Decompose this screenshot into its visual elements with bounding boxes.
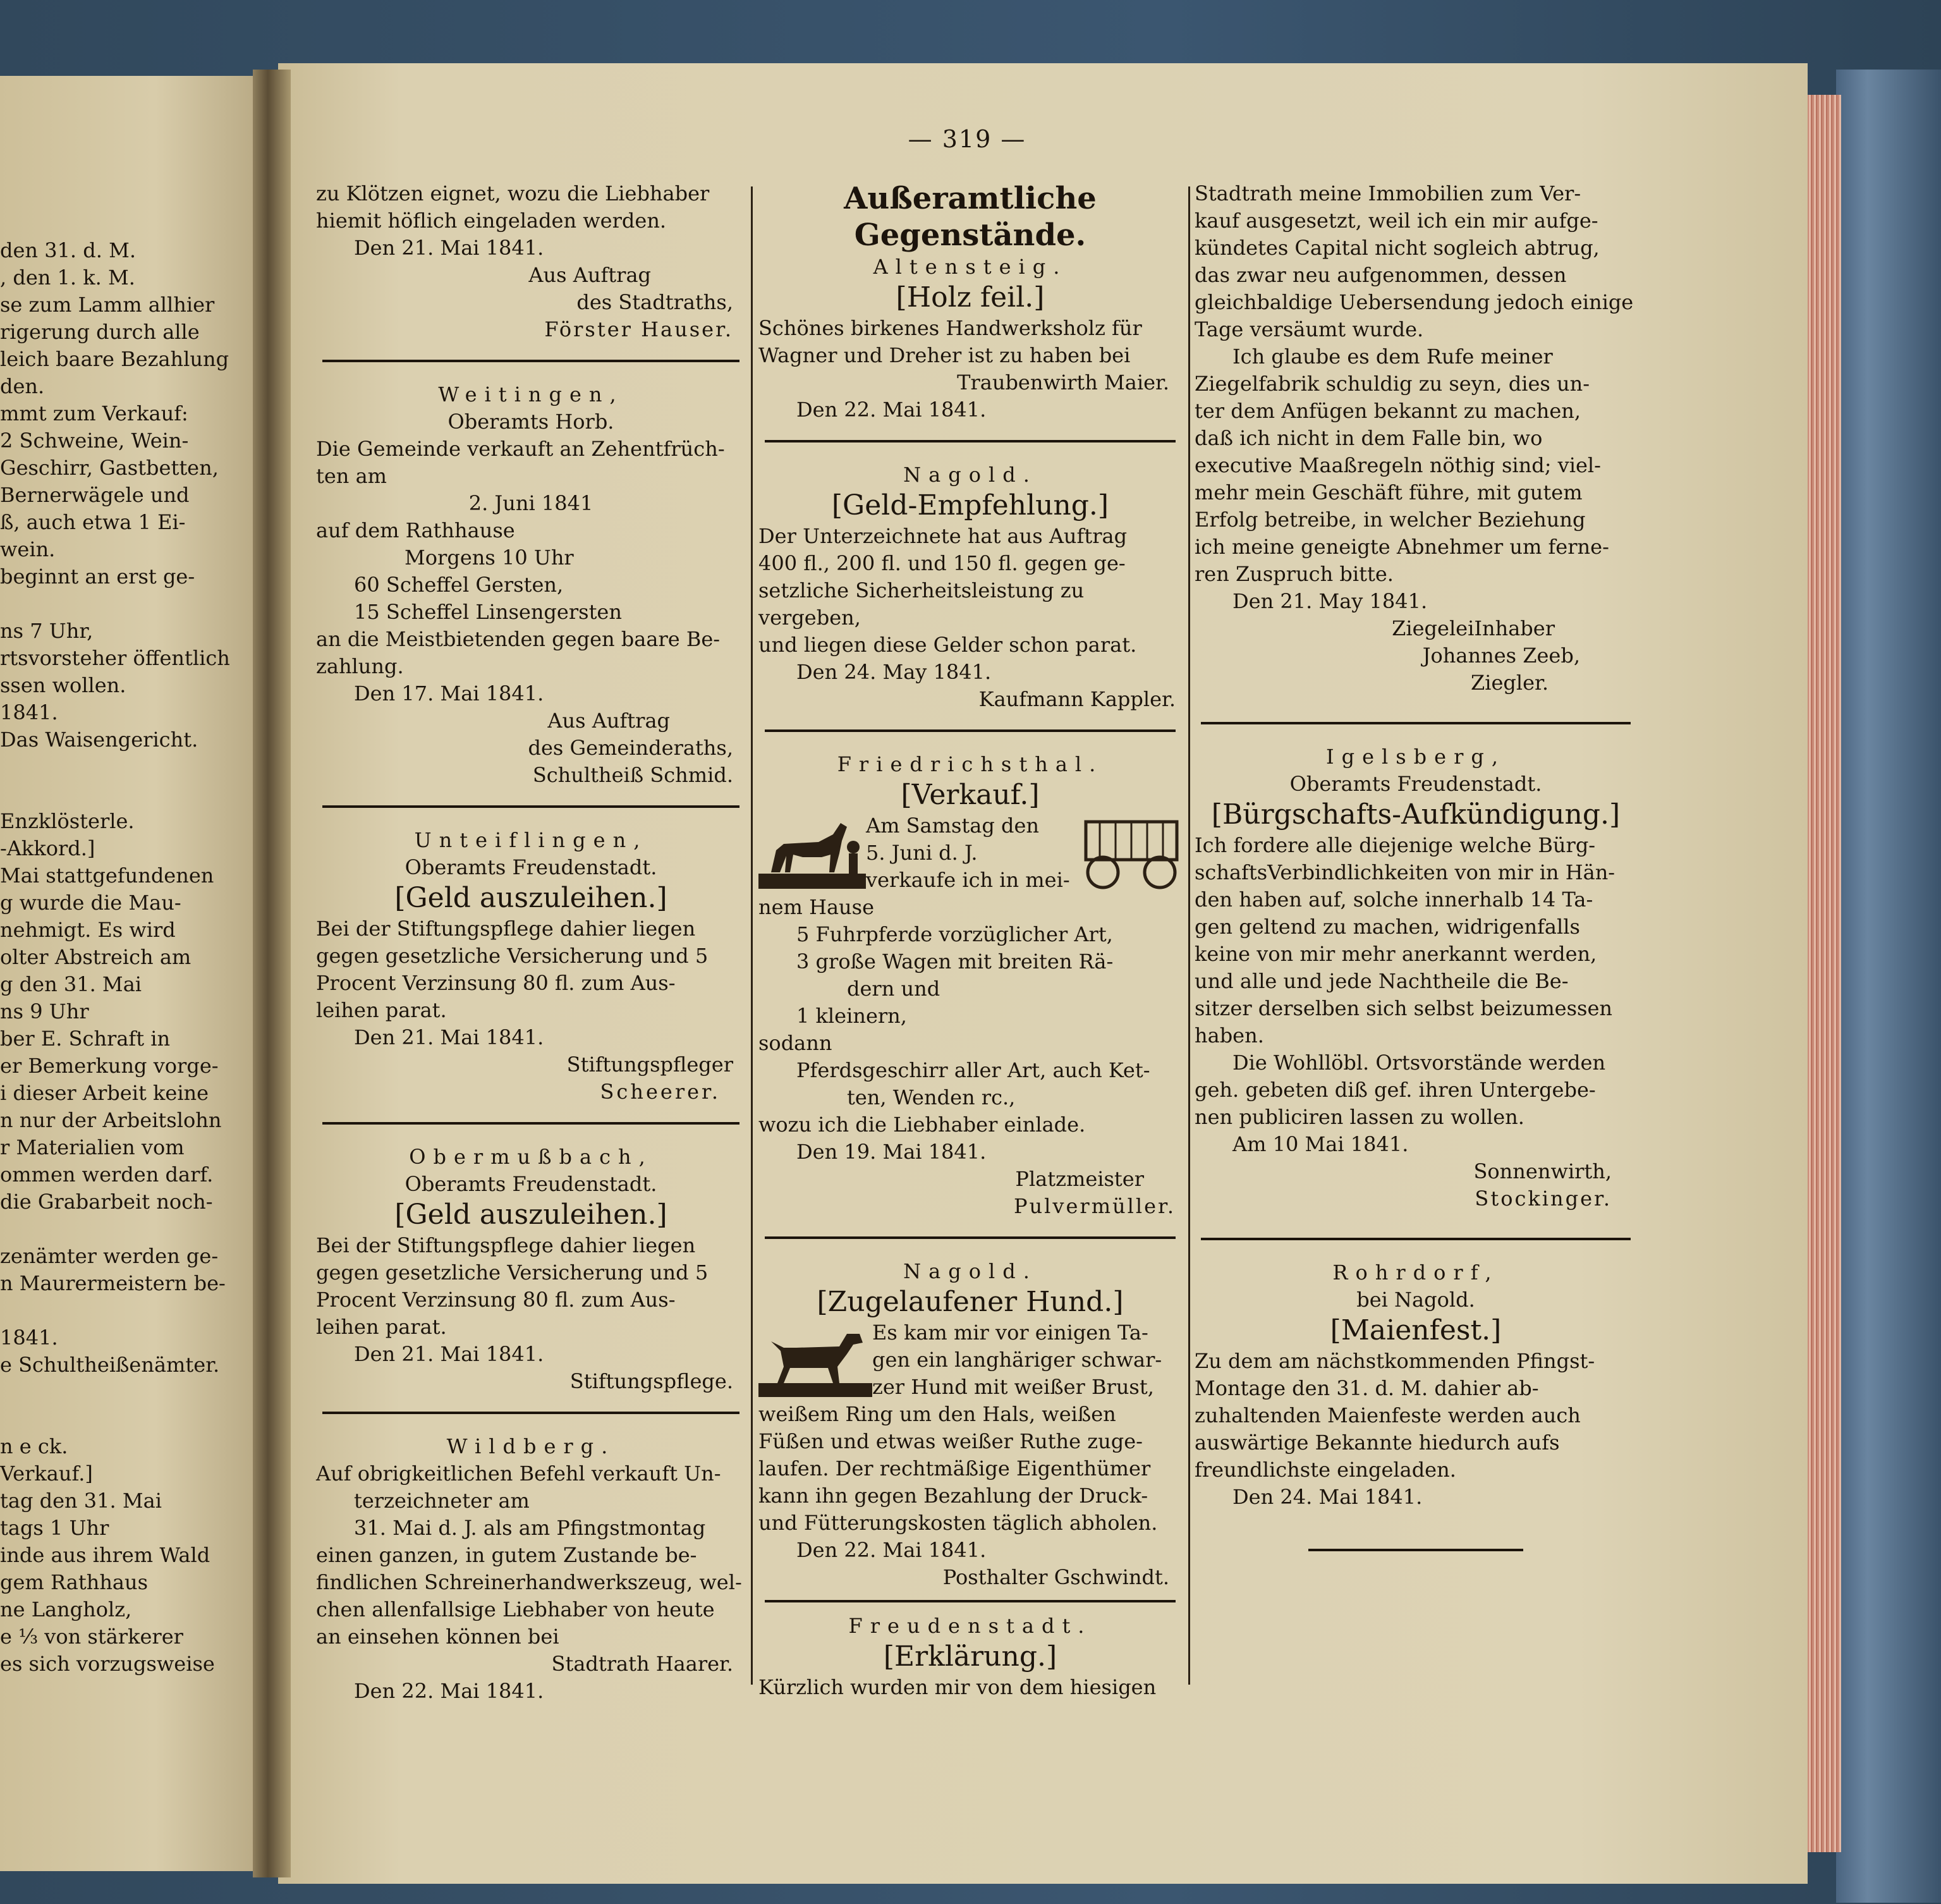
column-rule <box>1188 186 1190 1685</box>
district-name: bei Nagold. <box>1356 1288 1475 1312</box>
text-line: wozu ich die Liebhaber einlade. <box>758 1113 1086 1137</box>
left-page-line: 2 Schweine, Wein- <box>0 429 189 453</box>
text-line: 15 Scheffel Linsengersten <box>354 600 622 624</box>
text-line: 5 Fuhrpferde vorzüglicher Art, <box>796 922 1113 946</box>
left-page <box>0 76 259 1871</box>
left-page-line: ssen wollen. <box>0 673 126 697</box>
text-line: an die Meistbietenden gegen baare Be- <box>316 627 721 651</box>
date-line: Am 10 Mai 1841. <box>1232 1132 1409 1156</box>
left-page-line: Verkauf.] <box>0 1462 93 1486</box>
text-line: Bei der Stiftungspflege dahier liegen <box>316 917 696 941</box>
text-line: gegen gesetzliche Versicherung und 5 <box>316 1260 709 1285</box>
text-line: kann ihn gegen Bezahlung der Druck- <box>758 1484 1148 1508</box>
section-rule <box>1201 1238 1631 1240</box>
text-line: leihen parat. <box>316 998 447 1022</box>
left-page-line: r Materialien vom <box>0 1135 185 1159</box>
left-page-line: gem Rathhaus <box>0 1570 149 1594</box>
place-name: Nagold. <box>903 1259 1037 1283</box>
text-line: Die Wohllöbl. Ortsvorstände werden <box>1232 1051 1606 1075</box>
column-rule <box>751 186 753 1685</box>
left-page-line: zenämter werden ge- <box>0 1244 219 1268</box>
section-rule <box>765 1600 1176 1602</box>
text-line: leihen parat. <box>316 1315 447 1339</box>
page-number: — 319 — <box>908 125 1026 153</box>
date-line: Den 21. Mai 1841. <box>354 1025 544 1049</box>
section-rule <box>322 1412 739 1414</box>
signature: Kaufmann Kappler. <box>978 687 1176 711</box>
text-line: Montage den 31. d. M. dahier ab- <box>1195 1376 1539 1400</box>
text-line: kauf ausgesetzt, weil ich ein mir aufge- <box>1195 209 1598 233</box>
text-line: auf dem Rathhause <box>316 518 515 542</box>
ad-title: [Erklärung.] <box>883 1640 1057 1673</box>
left-page-line <box>0 1216 240 1243</box>
text-line: mehr mein Geschäft führe, mit gutem <box>1195 480 1583 504</box>
section-rule <box>322 1122 739 1125</box>
left-page-line: Bernerwägele und <box>0 483 190 507</box>
section-rule <box>1201 722 1631 724</box>
ad-title: [Geld-Empfehlung.] <box>831 489 1109 522</box>
left-page-line: Das Waisengericht. <box>0 728 198 752</box>
signature: Aus Auftrag <box>547 709 670 733</box>
left-page-line: 1841. <box>0 1326 58 1350</box>
text-line: keine von mir mehr anerkannt werden, <box>1195 942 1597 966</box>
place-name: Obermußbach, <box>409 1145 653 1169</box>
text-line: chen allenfallsige Liebhaber von heute <box>316 1597 715 1621</box>
left-page-line: -Akkord.] <box>0 836 95 860</box>
place-name: Wildberg. <box>446 1434 616 1458</box>
text-line: Ich glaube es dem Rufe meiner <box>1232 345 1553 369</box>
text-line: gleichbaldige Uebersendung jedoch einige <box>1195 290 1634 314</box>
text-line: kündetes Capital nicht sogleich abtrug, <box>1195 236 1600 260</box>
text-line: 1 kleinern, <box>796 1004 907 1028</box>
text-line: Tage versäumt wurde. <box>1195 317 1424 341</box>
left-page-line: n Maurermeistern be- <box>0 1271 226 1295</box>
ad-title: [Maienfest.] <box>1330 1314 1502 1346</box>
ad-title: [Geld auszuleihen.] <box>394 1199 667 1231</box>
book-gutter <box>253 70 291 1877</box>
text-line: Erfolg betreibe, in welcher Beziehung <box>1195 508 1586 532</box>
signature: Scheerer. <box>600 1080 721 1104</box>
text-line: nen publiciren lassen zu wollen. <box>1195 1105 1524 1129</box>
text-line: ten am <box>316 464 387 488</box>
column-3 <box>1195 180 1637 1551</box>
horse-woodcut-icon <box>758 815 866 891</box>
left-page-line: beginnt an erst ge- <box>0 564 195 589</box>
text-line: dern und <box>847 977 940 1001</box>
text-line: nem Hause <box>758 895 875 919</box>
left-page-line: e ⅓ von stärkerer <box>0 1625 183 1649</box>
section-heading: Außeramtliche Gegenstände. <box>844 181 1097 253</box>
signature: Traubenwirth Maier. <box>957 370 1169 394</box>
place-name: Unteiflingen, <box>414 828 648 852</box>
text-line: hiemit höflich eingeladen werden. <box>316 209 667 233</box>
text-line: sodann <box>758 1031 832 1055</box>
text-line: findlichen Schreinerhandwerkszeug, wel- <box>316 1570 742 1594</box>
wagon-woodcut-icon <box>1081 815 1182 891</box>
text-line: Bei der Stiftungspflege dahier liegen <box>316 1233 696 1257</box>
text-line: Stadtrath meine Immobilien zum Ver- <box>1195 181 1581 205</box>
text-line: Schönes birkenes Handwerksholz für <box>758 316 1142 340</box>
place-name: Nagold. <box>903 463 1037 487</box>
text-line: Ich fordere alle diejenige welche Bürg- <box>1195 833 1596 857</box>
left-page-line: Enzklösterle. <box>0 809 135 833</box>
left-page-line: rigerung durch alle <box>0 320 200 344</box>
ad-title: [Holz feil.] <box>896 281 1045 314</box>
text-line: executive Maaßregeln nöthig sind; viel- <box>1195 453 1601 477</box>
text-line: 5. Juni d. J. <box>866 841 978 865</box>
left-page-line: tags 1 Uhr <box>0 1516 109 1540</box>
text-line: an einsehen können bei <box>316 1625 559 1649</box>
date-line: Den 22. Mai 1841. <box>354 1679 544 1703</box>
left-page-line: inde aus ihrem Wald <box>0 1543 210 1567</box>
text-line: Ziegelfabrik schuldig zu seyn, dies un- <box>1195 372 1590 396</box>
signature: des Gemeinderaths, <box>528 736 733 760</box>
text-line: das zwar neu aufgenommen, dessen <box>1195 263 1567 287</box>
text-line: Die Gemeinde verkauft an Zehentfrüch- <box>316 437 725 461</box>
left-page-line: n nur der Arbeitslohn <box>0 1108 222 1132</box>
text-line: Procent Verzinsung 80 fl. zum Aus- <box>316 1288 676 1312</box>
section-rule <box>765 1236 1176 1239</box>
signature: ZiegeleiInhaber <box>1392 616 1555 640</box>
left-page-line: ß, auch etwa 1 Ei- <box>0 510 186 534</box>
left-page-line: ber E. Schraft in <box>0 1027 171 1051</box>
date-line: Den 21. May 1841. <box>1232 589 1428 613</box>
text-line: ren Zuspruch bitte. <box>1195 562 1394 586</box>
text-line: Füßen und etwas weißer Ruthe zuge- <box>758 1429 1143 1453</box>
text-line: Wagner und Dreher ist zu haben bei <box>758 343 1131 367</box>
signature: Ziegler. <box>1470 671 1549 695</box>
left-page-line: nehmigt. Es wird <box>0 918 176 942</box>
left-page-line: leich baare Bezahlung <box>0 347 229 371</box>
text-line: Der Unterzeichnete hat aus Auftrag <box>758 524 1128 548</box>
date-line: Den 21. Mai 1841. <box>354 1342 544 1366</box>
place-name: Igelsberg, <box>1325 745 1506 769</box>
left-page-line <box>0 781 240 808</box>
text-line: gen ein langhäriger schwar- <box>872 1348 1162 1372</box>
text-line: und alle und jede Nachtheile die Be- <box>1195 969 1569 993</box>
text-line: Am Samstag den <box>866 814 1040 838</box>
left-page-line: er Bemerkung vorge- <box>0 1054 219 1078</box>
date-line: Den 22. Mai 1841. <box>796 1538 987 1562</box>
text-line: gen geltend zu machen, widrigenfalls <box>1195 915 1580 939</box>
left-page-line: ommen werden darf. <box>0 1163 214 1187</box>
ad-title: [Geld auszuleihen.] <box>394 882 667 914</box>
district-name: Oberamts Freudenstadt. <box>405 855 657 879</box>
text-line: zuhaltenden Maienfeste werden auch <box>1195 1403 1581 1427</box>
left-page-line: g den 31. Mai <box>0 972 142 996</box>
place-name: Weitingen, <box>438 382 624 406</box>
column-1 <box>316 180 746 1705</box>
signature: Stockinger. <box>1475 1187 1612 1211</box>
text-line: laufen. Der rechtmäßige Eigenthümer <box>758 1456 1151 1480</box>
left-page-line: Geschirr, Gastbetten, <box>0 456 219 480</box>
text-line: 2. Juni 1841 <box>468 491 593 515</box>
place-name: Altensteig. <box>873 255 1068 279</box>
text-line: daß ich nicht in dem Falle bin, wo <box>1195 426 1543 450</box>
date-line: Den 24. Mai 1841. <box>1232 1485 1423 1509</box>
left-page-line: i dieser Arbeit keine <box>0 1081 209 1105</box>
section-rule <box>322 805 739 808</box>
signature: Förster Hauser. <box>544 317 733 341</box>
place-name: Rohrdorf, <box>1332 1260 1499 1285</box>
district-name: Oberamts Freudenstadt. <box>1289 772 1542 796</box>
left-page-line: die Grabarbeit noch- <box>0 1190 213 1214</box>
left-page-line <box>0 1379 240 1406</box>
text-line: zahlung. <box>316 654 404 678</box>
left-page-line: ns 7 Uhr, <box>0 619 94 643</box>
signature: Posthalter Gschwindt. <box>942 1565 1169 1589</box>
text-line: setzliche Sicherheitsleistung zu vergeben, <box>758 578 1085 630</box>
text-line: haben. <box>1195 1023 1264 1047</box>
left-page-line: den. <box>0 374 45 398</box>
date-line: Den 22. Mai 1841. <box>796 398 987 422</box>
text-line: Es kam mir vor einigen Ta- <box>872 1321 1148 1345</box>
woodcut-row <box>758 1319 1182 1401</box>
text-line: Kürzlich wurden mir von dem hiesigen <box>758 1675 1157 1699</box>
signature: Pulvermüller. <box>1014 1194 1176 1218</box>
text-line: 60 Scheffel Gersten, <box>354 573 564 597</box>
left-page-line <box>0 754 240 781</box>
book-binding <box>1836 70 1941 1903</box>
place-name: Freudenstadt. <box>848 1614 1092 1638</box>
left-page-line: e Schultheißenämter. <box>0 1353 220 1377</box>
district-name: Oberamts Horb. <box>447 410 614 434</box>
text-line: den haben auf, solche innerhalb 14 Ta- <box>1195 888 1593 912</box>
section-rule <box>765 440 1176 442</box>
signature: Aus Auftrag <box>528 263 651 287</box>
text-line: Procent Verzinsung 80 fl. zum Aus- <box>316 971 676 995</box>
text-line: weißem Ring um den Hals, weißen <box>758 1402 1116 1426</box>
signature: Stiftungspfleger <box>566 1053 733 1077</box>
left-page-line: n e ck. <box>0 1434 68 1458</box>
text-line: freundlichste eingeladen. <box>1195 1458 1456 1482</box>
text-line: Auf obrigkeitlichen Befehl verkauft Un- <box>316 1462 721 1486</box>
left-page-line: mmt zum Verkauf: <box>0 401 188 425</box>
left-page-line: g wurde die Mau- <box>0 891 181 915</box>
signature: Stadtrath Haarer. <box>551 1652 733 1676</box>
left-page-line: Mai stattgefundenen <box>0 864 214 888</box>
text-line: 31. Mai d. J. als am Pfingstmontag <box>354 1516 706 1540</box>
text-line: Pferdsgeschirr aller Art, auch Ket- <box>796 1058 1150 1082</box>
ad-title: [Verkauf.] <box>901 779 1040 811</box>
left-page-line: rtsvorsteher öffentlich <box>0 646 230 670</box>
text-line: Morgens 10 Uhr <box>405 546 574 570</box>
district-name: Oberamts Freudenstadt. <box>405 1172 657 1196</box>
text-line: und liegen diese Gelder schon parat. <box>758 633 1137 657</box>
place-name: Friedrichsthal. <box>837 752 1104 776</box>
text-line: Zu dem am nächstkommenden Pfingst- <box>1195 1349 1595 1373</box>
text-line: gegen gesetzliche Versicherung und 5 <box>316 944 709 968</box>
text-line: geh. gebeten diß gef. ihren Untergebe- <box>1195 1078 1596 1102</box>
left-page-line: es sich vorzugsweise <box>0 1652 215 1676</box>
date-line: Den 19. Mai 1841. <box>796 1140 987 1164</box>
left-page-line: olter Abstreich am <box>0 945 192 969</box>
dog-woodcut-icon <box>758 1322 872 1398</box>
text-line: terzeichneter am <box>354 1489 530 1513</box>
text-line: und Fütterungskosten täglich abholen. <box>758 1511 1158 1535</box>
left-page-line: tag den 31. Mai <box>0 1489 162 1513</box>
text-line: 400 fl., 200 fl. und 150 fl. gegen ge- <box>758 551 1126 575</box>
text-line: einen ganzen, in gutem Zustande be- <box>316 1543 697 1567</box>
column-2 <box>758 180 1182 1701</box>
section-rule <box>322 360 739 362</box>
text-line: sitzer derselben sich selbst beizumessen <box>1195 996 1612 1020</box>
left-page-line: ne Langholz, <box>0 1597 132 1621</box>
text-line: zer Hund mit weißer Brust, <box>872 1375 1154 1399</box>
signature: des Stadtraths, <box>576 290 733 314</box>
left-page-line: wein. <box>0 537 56 561</box>
text-line: 3 große Wagen mit breiten Rä- <box>796 949 1114 973</box>
woodcut-row <box>758 812 1182 894</box>
text-line: schaftsVerbindlichkeiten von mir in Hän- <box>1195 860 1615 884</box>
text-line: ten, Wenden rc., <box>847 1085 1016 1109</box>
left-page-text <box>0 237 240 1678</box>
left-page-line <box>0 1406 240 1433</box>
signature: Schultheiß Schmid. <box>532 763 733 787</box>
left-page-line <box>0 590 240 618</box>
left-page-line: , den 1. k. M. <box>0 265 135 290</box>
date-line: Den 21. Mai 1841. <box>354 236 544 260</box>
left-page-line: 1841. <box>0 700 58 724</box>
left-page-line <box>0 1297 240 1324</box>
date-line: Den 24. May 1841. <box>796 660 992 684</box>
text-line: ter dem Anfügen bekannt zu machen, <box>1195 399 1581 423</box>
signature: Johannes Zeeb, <box>1422 644 1580 668</box>
ad-title: [Bürgschafts-Aufkündigung.] <box>1211 798 1621 831</box>
signature: Stiftungspflege. <box>569 1369 733 1393</box>
section-rule <box>765 729 1176 732</box>
signature: Platzmeister <box>1015 1167 1144 1191</box>
date-line: Den 17. Mai 1841. <box>354 681 544 705</box>
left-page-line: ns 9 Uhr <box>0 999 89 1023</box>
ad-title: [Zugelaufener Hund.] <box>817 1286 1124 1318</box>
left-page-line: se zum Lamm allhier <box>0 293 215 317</box>
signature: Sonnenwirth, <box>1473 1159 1612 1183</box>
left-page-line: den 31. d. M. <box>0 238 137 262</box>
text-line: zu Klötzen eignet, wozu die Liebhaber <box>316 181 710 205</box>
text-line: auswärtige Bekannte hiedurch aufs <box>1195 1431 1560 1455</box>
text-line: ich meine geneigte Abnehmer um ferne- <box>1195 535 1609 559</box>
text-line: verkaufe ich in mei- <box>866 868 1070 892</box>
section-rule <box>1308 1549 1523 1551</box>
